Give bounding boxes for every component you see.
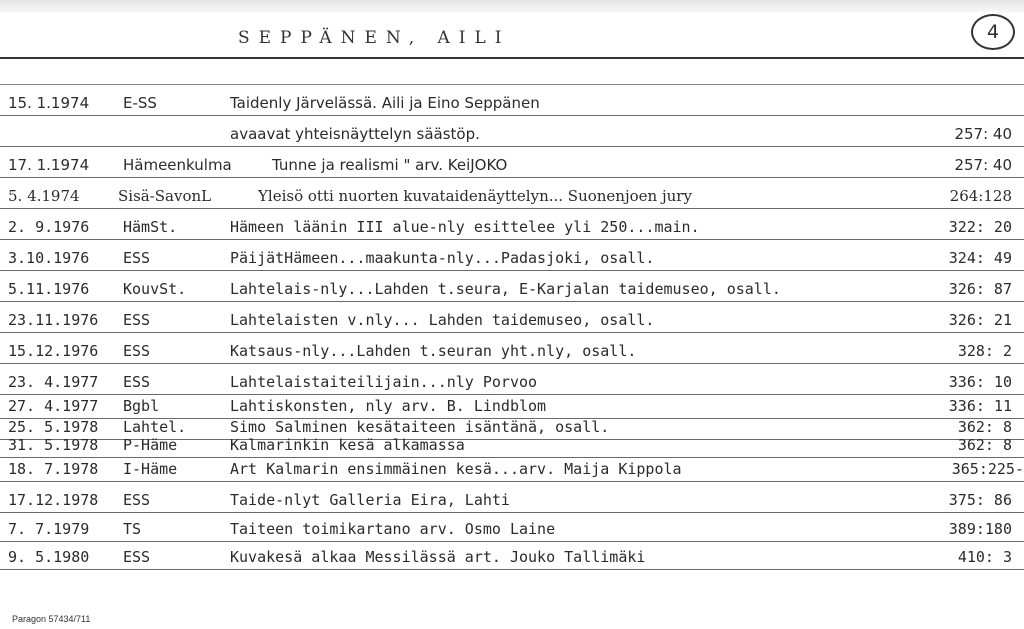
entry-source: TS <box>123 520 142 538</box>
list-item <box>0 178 1024 209</box>
entry-date: 15. 1.1974 <box>8 94 90 112</box>
list-item <box>0 482 1024 513</box>
entry-date: 23. 4.1977 <box>8 373 99 391</box>
page-number-circle: 4 <box>971 14 1015 50</box>
entry-page: 410: 3 <box>957 548 1012 566</box>
entry-page: 257: 40 <box>954 125 1012 143</box>
card-title: SEPPÄNEN, AILI <box>238 28 511 48</box>
entry-date: 2. 9.1976 <box>8 218 90 236</box>
list-item <box>0 458 1024 482</box>
list-item <box>0 209 1024 240</box>
entry-page: 362: 8 <box>957 436 1012 454</box>
entry-source: Sisä-SavonL <box>118 187 212 205</box>
entry-page: 362: 8 <box>957 418 1012 436</box>
entry-date: 15.12.1976 <box>8 342 99 360</box>
entry-page: 324: 49 <box>948 249 1012 267</box>
list-item <box>0 513 1024 542</box>
entry-page: 336: 10 <box>948 373 1012 391</box>
entry-text: Taidenly Järvelässä. Aili ja Eino Seppänen <box>230 94 540 112</box>
entry-page: 326: 87 <box>948 280 1012 298</box>
entry-source: ESS <box>123 249 151 267</box>
entry-text: Art Kalmarin ensimmäinen kesä...arv. Maija Kippola <box>230 460 682 478</box>
entry-page: 322: 20 <box>948 218 1012 236</box>
entry-date: 9. 5.1980 <box>8 548 90 566</box>
entry-text: Simo Salminen kesätaiteen isäntänä, osall. <box>230 418 610 436</box>
entry-date: 23.11.1976 <box>8 311 99 329</box>
entry-date: 3.10.1976 <box>8 249 90 267</box>
list-item <box>0 302 1024 333</box>
entry-date: 31. 5.1978 <box>8 436 99 454</box>
entry-text: Taiteen toimikartano arv. Osmo Laine <box>230 520 556 538</box>
header-rule <box>0 57 1024 59</box>
scan-top-edge <box>0 0 1024 12</box>
entry-source: ESS <box>123 373 151 391</box>
entry-page: 336: 11 <box>948 397 1012 415</box>
entry-source: ESS <box>123 311 151 329</box>
entry-date: 17. 1.1974 <box>8 156 90 174</box>
list-item <box>0 271 1024 302</box>
entry-text: Lahtelaistaiteilijain...nly Porvoo <box>230 373 538 391</box>
entry-text: avaavat yhteisnäyttelyn säästöp. <box>230 125 480 143</box>
entry-text: PäijätHämeen...maakunta-nly...Padasjoki, osall. <box>230 249 655 267</box>
entry-source: ESS <box>123 491 151 509</box>
entry-text: Lahtelais-nly...Lahden t.seura, E-Karjalan taidemuseo, osall. <box>230 280 781 298</box>
entry-page: 257: 40 <box>954 156 1012 174</box>
entry-page: 328: 2 <box>957 342 1012 360</box>
list-item <box>0 395 1024 419</box>
entry-text: Katsaus-nly...Lahden t.seuran yht.nly, osall. <box>230 342 637 360</box>
entry-source: P-Häme <box>123 436 178 454</box>
entry-page: 375: 86 <box>948 491 1012 509</box>
entry-date: 5.11.1976 <box>8 280 90 298</box>
entry-source: E-SS <box>123 94 157 112</box>
entry-source: Bgbl <box>123 397 160 415</box>
entry-text: Taide-nlyt Galleria Eira, Lahti <box>230 491 510 509</box>
entry-text: Hämeen läänin III alue-nly esittelee yli 250...main. <box>230 218 700 236</box>
entry-page: 264:128 <box>949 187 1012 205</box>
entry-source: I-Häme <box>123 460 178 478</box>
list-item <box>0 147 1024 178</box>
entry-page: 365:225- <box>951 460 1024 478</box>
entry-text: Kalmarinkin kesä alkamassa <box>230 436 465 454</box>
entry-text: Lahtiskonsten, nly arv. B. Lindblom <box>230 397 547 415</box>
entry-source: Hämeenkulma <box>123 156 232 174</box>
list-item <box>0 542 1024 570</box>
entry-source: HämSt. <box>123 218 178 236</box>
entry-date: 17.12.1978 <box>8 491 99 509</box>
entry-text: Lahtelaisten v.nly... Lahden taidemuseo, osall. <box>230 311 655 329</box>
entry-date: 18. 7.1978 <box>8 460 99 478</box>
entry-date: 5. 4.1974 <box>8 187 80 205</box>
entry-source: Lahtel. <box>123 418 187 436</box>
list-item <box>0 85 1024 116</box>
list-item <box>0 364 1024 395</box>
list-item <box>0 240 1024 271</box>
entry-source: ESS <box>123 548 151 566</box>
entry-list <box>0 85 1024 570</box>
card-footer-print: Paragon 57434/711 <box>12 614 91 624</box>
entry-date: 25. 5.1978 <box>8 418 99 436</box>
entry-date: 7. 7.1979 <box>8 520 90 538</box>
entry-source: ESS <box>123 342 151 360</box>
entry-source: KouvSt. <box>123 280 187 298</box>
entry-text: Yleisö otti nuorten kuvataidenäyttelyn... Suonenjoen jury <box>258 187 692 205</box>
entry-date: 27. 4.1977 <box>8 397 99 415</box>
list-item <box>0 116 1024 147</box>
list-item <box>0 436 1024 458</box>
entry-text: Tunne ja realismi " arv. KeiJOKO <box>272 156 508 174</box>
entry-text: Kuvakesä alkaa Messilässä art. Jouko Tallimäki <box>230 548 646 566</box>
list-item <box>0 333 1024 364</box>
entry-page: 326: 21 <box>948 311 1012 329</box>
entry-page: 389:180 <box>948 520 1012 538</box>
